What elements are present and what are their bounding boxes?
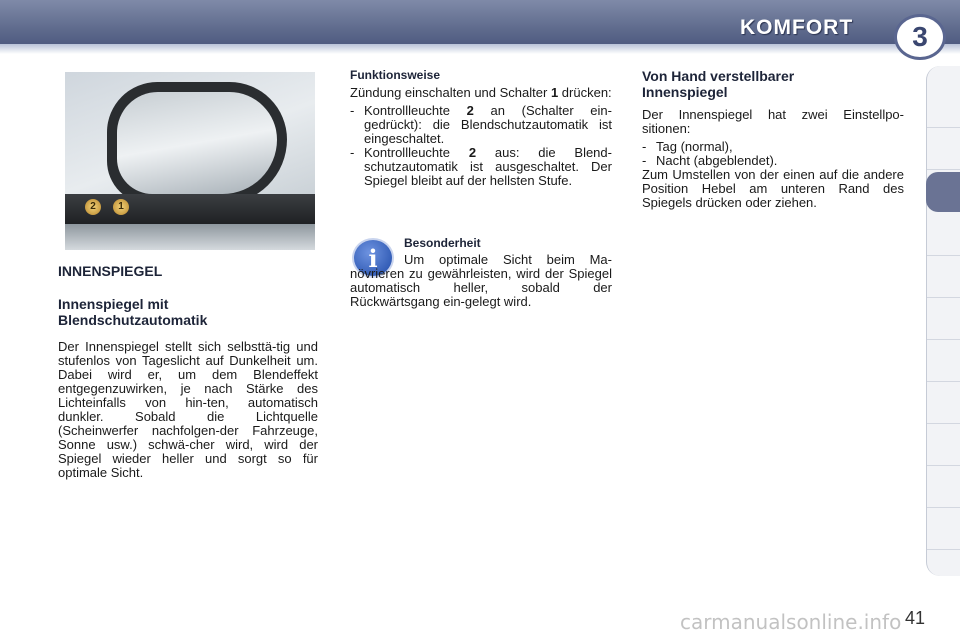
note-heading: Besonderheit: [404, 236, 481, 250]
chapter-tab[interactable]: [927, 340, 960, 382]
list-item-rest: an (Schalter ein-gedrückt): die Blendschutzautomatik ist eingeschaltet.: [364, 103, 612, 146]
note-body: Um optimale Sicht beim Ma-növrieren zu gewährleisten, wird der Spiegel automatisch heller, sobald der Rückwärtsgang ein-gelegt wird.: [350, 252, 612, 309]
chapter-number: 3: [912, 21, 928, 52]
chapter-tab[interactable]: [927, 298, 960, 340]
chapter-tab[interactable]: [927, 256, 960, 298]
subheading-auto-dimming: Innenspiegel mit Blendschutzautomatik: [58, 296, 208, 328]
mirror-glass: [117, 92, 277, 194]
intro-function: [350, 86, 612, 100]
chapter-tab[interactable]: [927, 508, 960, 550]
chapter-tab[interactable]: [927, 86, 960, 128]
section-title: INNENSPIEGEL: [58, 263, 163, 279]
intro-text: Zündung einschalten und Schalter: [350, 85, 548, 100]
list-dash: -: [350, 145, 355, 160]
list-item-text: Tag (normal),: [656, 139, 733, 154]
chapter-tab[interactable]: [927, 128, 960, 170]
switch-1: 1: [113, 199, 129, 215]
chapter-tab[interactable]: [927, 424, 960, 466]
list-item: [642, 154, 904, 168]
chapter-title: KOMFORT: [740, 16, 854, 39]
info-icon: i: [352, 238, 394, 278]
chapter-tab[interactable]: [927, 466, 960, 508]
note-body-box: [350, 253, 612, 309]
chapter-tab[interactable]: [927, 382, 960, 424]
indicator-lamp-2: 2: [85, 199, 101, 215]
lamp-number: 2: [468, 145, 477, 160]
mirror-illustration: [65, 72, 315, 250]
note-heading-box: [404, 236, 612, 250]
intro-text-end: drücken:: [561, 85, 612, 100]
list-item-lead: Kontrollleuchte: [364, 103, 450, 118]
list-item-rest: aus: die Blend-schutzautomatik ist ausgeschaltet. Der Spiegel bleibt auf der hellsten Stufe.: [364, 145, 612, 188]
chapter-tab[interactable]: [927, 214, 960, 256]
chapter-tab-rail: [926, 66, 960, 576]
switch-number: 1: [550, 85, 559, 100]
intro-manual-mirror: Der Innenspiegel hat zwei Einstellpo-sitionen:: [642, 107, 904, 136]
watermark: carmanualsonline.info: [680, 610, 902, 634]
list-item: [642, 140, 904, 154]
middle-column: [350, 68, 612, 188]
list-item-text: [364, 146, 612, 188]
list-dash: -: [350, 103, 355, 118]
body-auto-dimming: Der Innenspiegel stellt sich selbsttä-tig und stufenlos von Tageslicht auf Dunkelheit um. Dabei wird er, um dem Blendeffekt entgegenzuwirken, je nach Stärke des Lichteinfalls von hin-ten, automatisch dunkler. Sobald die Lichtquelle (Scheinwerfer nachfolgen-der Fahrzeuge, Sonne usw.) schwä-cher wird, wird der Spiegel wieder heller und sorgt so für optimale Sicht.: [58, 339, 318, 480]
left-column: [58, 264, 318, 480]
chapter-tab-active[interactable]: [926, 172, 960, 212]
list-item-lead: Kontrollleuchte: [364, 145, 450, 160]
list-item-text: [364, 104, 612, 146]
right-column: [642, 68, 904, 210]
figure-background: [65, 224, 315, 250]
header-shine: [0, 44, 960, 54]
page-number: 41: [905, 608, 926, 628]
body-manual-mirror: Zum Umstellen von der einen auf die andere Position Hebel am unteren Rand des Spiegels drücken oder ziehen.: [642, 167, 904, 210]
list-item: [350, 104, 612, 146]
lamp-number: 2: [466, 103, 474, 118]
heading-function: Funktionsweise: [350, 68, 441, 82]
mirror-control-strip: [65, 194, 315, 224]
list-item-text: Nacht (abgeblendet).: [656, 153, 778, 168]
list-dash: -: [642, 139, 647, 154]
heading-manual-mirror: Von Hand verstellbarer Innenspiegel: [642, 68, 795, 100]
list-dash: -: [642, 153, 647, 168]
chapter-badge: [894, 14, 946, 60]
list-item: [350, 146, 612, 188]
